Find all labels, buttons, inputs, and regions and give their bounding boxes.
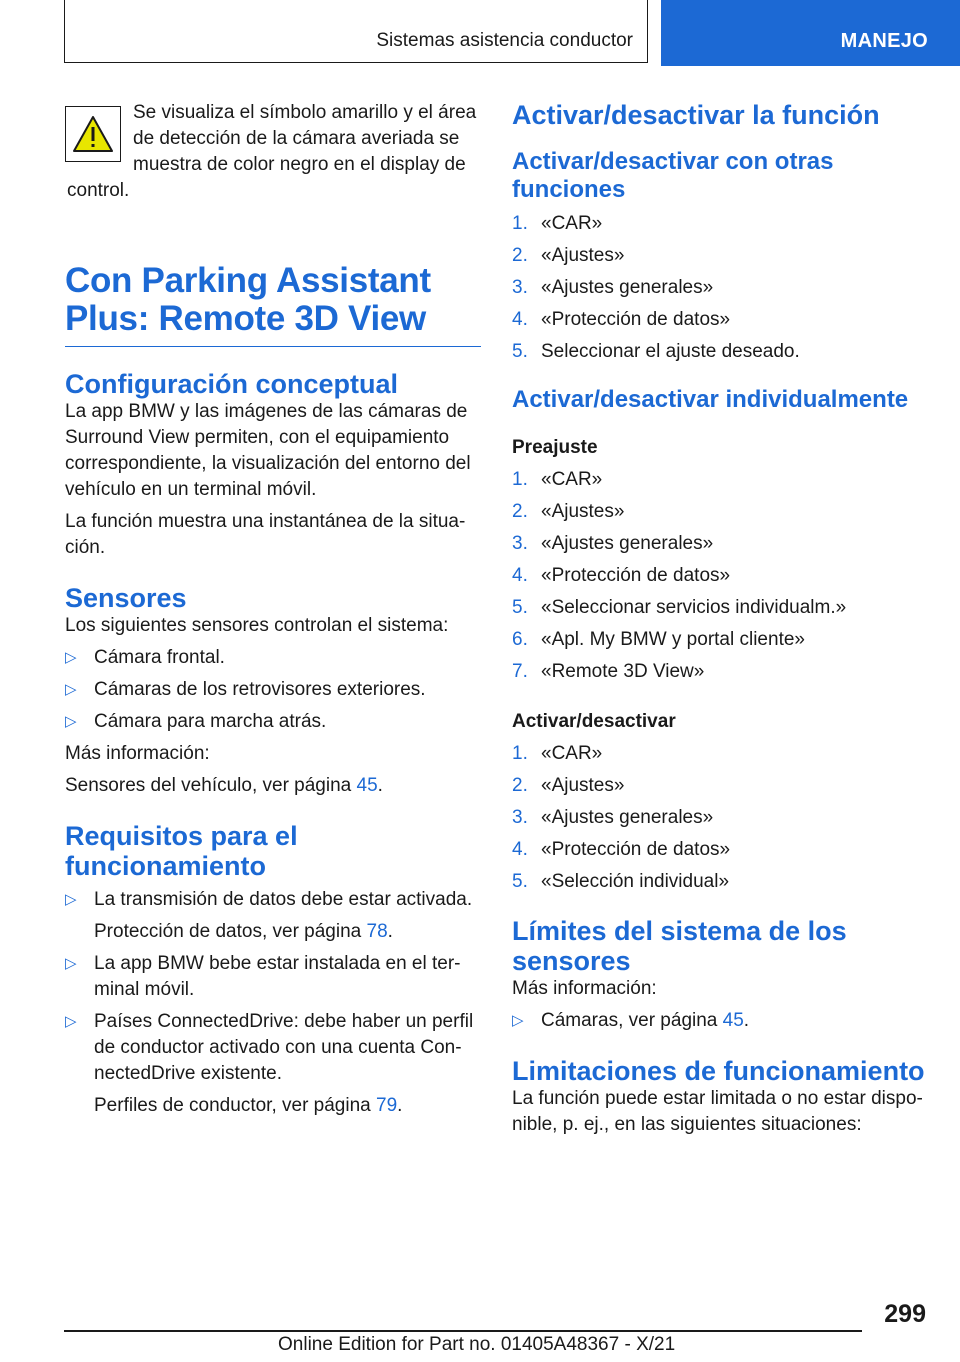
sensors-more-info: Más información: [65,743,210,764]
sensors-heading: Sensores [65,583,187,613]
preset-steps [512,464,928,688]
requirements-list-2 [65,951,481,1087]
footer-divider [64,1330,862,1332]
left-column [65,100,481,1119]
triangle-bullet-icon: ▷ [65,681,77,698]
other-functions-heading: Activar/desactivar con otras funciones [512,148,834,203]
limits-more-info: Más información: [512,978,657,999]
page-header [64,0,960,66]
concept-paragraph-2: La función muestra una instantánea de la situa‐ción. [65,511,466,558]
requirements-heading: Requisitos para el funcionamiento [65,821,298,881]
restrictions-heading: Limitaciones de funcionamiento [512,1056,925,1086]
list-item: ▷ Cámara frontal. [65,645,481,671]
list-item: 2. «Ajustes» [512,245,625,266]
section-header-box [64,0,648,63]
right-column [512,100,928,1138]
warning-text: Se visualiza el símbolo amarillo y el área de detección de la cámara averiada se muestra de color negro en el display de control. [67,102,477,201]
list-item: ▷ Cámara para marcha atrás. [65,709,481,735]
sensors-intro: Los siguientes sensores controlan el sistema: [65,615,449,636]
list-item: ▷ La app BMW bebe estar instalada en el ter‐minal móvil. [65,953,461,1000]
toggle-heading: Activar/desactivar [512,711,676,732]
list-item: 7. «Remote 3D View» [512,661,705,682]
list-item: 4. «Protección de datos» [512,565,731,586]
activate-heading: Activar/desactivar la función [512,100,880,130]
warning-triangle-icon [65,106,121,162]
list-item: 1. «CAR» [512,213,603,234]
triangle-bullet-icon: ▷ [65,955,77,972]
chapter-tab[interactable] [661,0,960,66]
list-item: 4. «Protección de datos» [512,839,731,860]
list-item: ▷ La transmisión de datos debe estar activada. [65,887,481,913]
toggle-steps [512,738,928,898]
limits-heading: Límites del sistema de los sensores [512,916,847,976]
page-title: Con Parking Assistant Plus: Remote 3D View [65,262,481,347]
triangle-bullet-icon: ▷ [65,1013,77,1030]
list-item: 4. «Protección de datos» [512,309,731,330]
page-link[interactable]: 45 [722,1010,744,1031]
page-link[interactable]: 45 [356,775,378,796]
list-item: 5. «Selección individual» [512,871,730,892]
list-item: 6. «Apl. My BMW y portal cliente» [512,629,805,650]
sensors-list [65,645,481,735]
triangle-bullet-icon: ▷ [65,713,77,730]
list-item: 3. «Ajustes generales» [512,807,714,828]
individual-heading: Activar/desactivar individualmente [512,386,909,413]
triangle-bullet-icon: ▷ [65,891,77,908]
list-item: ▷ Países ConnectedDrive: debe haber un perfil de conductor activado con una cuenta Con‐nectedDrive existente. [65,1011,474,1084]
list-item: ▷ Cámaras, ver página 45. [512,1008,928,1034]
list-item: ▷ Cámaras de los retrovisores exteriores. [65,677,481,703]
triangle-bullet-icon: ▷ [65,649,77,666]
restrictions-text: La función puede estar limitada o no estar dispo‐nible, p. ej., en las siguientes situaciones: [512,1088,923,1135]
preset-heading: Preajuste [512,437,598,458]
list-item: 2. «Ajustes» [512,501,625,522]
section-title: Sistemas asistencia conductor [376,30,633,51]
chapter-title: MANEJO [840,30,928,52]
list-item: 3. «Ajustes generales» [512,277,714,298]
list-item: 2. «Ajustes» [512,775,625,796]
concept-paragraph-1: La app BMW y las imágenes de las cámaras de Surround View permiten, con el equipamiento correspondiente, la visualización del entorno del vehículo en un terminal móvil. [65,401,471,500]
sensors-reference: Sensores del vehículo, ver página 45. [65,775,383,796]
other-functions-steps [512,208,928,368]
triangle-bullet-icon: ▷ [512,1012,524,1029]
list-item: 5. «Seleccionar servicios individualm.» [512,597,847,618]
requirements-list [65,887,481,913]
page-number: 299 [884,1300,926,1328]
page-link[interactable]: 78 [366,921,388,942]
list-item: 1. «CAR» [512,469,603,490]
concept-heading: Configuración conceptual [65,369,399,399]
list-item: 1. «CAR» [512,743,603,764]
page-link[interactable]: 79 [376,1095,398,1116]
warning-note [65,100,481,204]
list-item: 5. Seleccionar el ajuste deseado. [512,341,800,362]
requirements-reference-2: Perfiles de conductor, ver página 79. [94,1095,403,1116]
limits-list [512,1008,928,1034]
requirements-reference-1: Protección de datos, ver página 78. [94,921,393,942]
edition-text: Online Edition for Part no. 01405A48367 - X/21 [278,1334,676,1355]
list-item: 3. «Ajustes generales» [512,533,714,554]
